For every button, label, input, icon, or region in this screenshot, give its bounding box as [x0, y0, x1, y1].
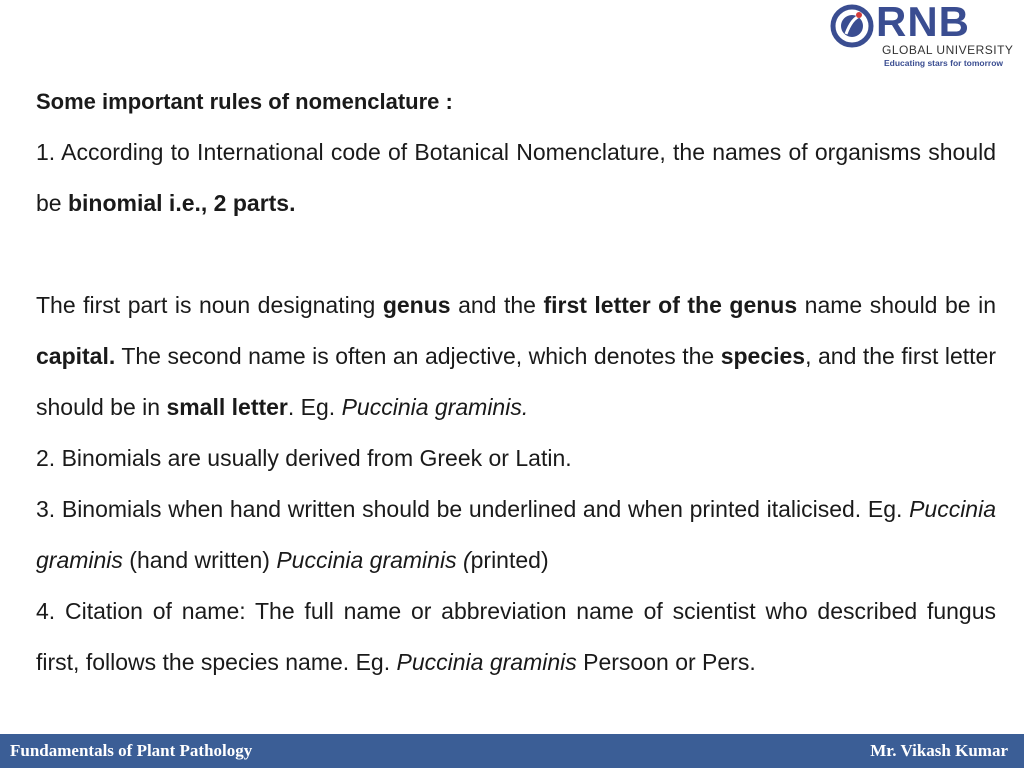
- para2-text-i: , and the first letter should be in: [36, 343, 996, 420]
- footer-author: Mr. Vikash Kumar: [870, 741, 1008, 760]
- para2-example: Puccinia graminis.: [341, 394, 529, 420]
- rule-4: [36, 586, 996, 688]
- para2-first-letter: first letter of the genus: [543, 292, 798, 318]
- rule-3: [36, 484, 996, 586]
- footer-bar: [0, 734, 1024, 768]
- logo-name: RNB: [876, 0, 970, 45]
- rule-1-text: 1. According to International code of Botanical Nomenclature, the names of organisms should be: [36, 139, 996, 216]
- rule-3-example-2: Puccinia graminis (: [276, 547, 471, 573]
- logo-subtitle: GLOBAL UNIVERSITY: [882, 43, 1014, 57]
- para2-text-k: . Eg.: [287, 394, 342, 420]
- rule-4-text: 4. Citation of name: The full name or abbreviation name of scientist who described fungus first, follows the species name. Eg.: [36, 598, 996, 675]
- para2-capital: capital.: [36, 343, 116, 369]
- para2-text-c: and the: [450, 292, 544, 318]
- para2-text-a: The first part is noun designating: [36, 292, 383, 318]
- para2-text-e: name should be in: [797, 292, 996, 318]
- rule-3-text-c: (hand written): [122, 547, 277, 573]
- logo-tagline: Educating stars for tomorrow: [884, 58, 1004, 68]
- genus-species-paragraph: [36, 280, 996, 433]
- university-logo: [830, 2, 1020, 68]
- footer-course-title: Fundamentals of Plant Pathology: [10, 741, 253, 760]
- slide-content: [36, 76, 996, 688]
- rule-3-example-1: Puccinia graminis: [36, 496, 996, 573]
- para2-text-g: The second name is often an adjective, which denotes the: [115, 343, 721, 369]
- rule-1-bold: binomial i.e., 2 parts.: [67, 190, 296, 216]
- para2-species: species: [720, 343, 806, 369]
- rnb-emblem-icon: [830, 4, 874, 48]
- rule-2: 2. Binomials are usually derived from Greek or Latin.: [36, 445, 572, 471]
- rule-1: [36, 127, 996, 229]
- paragraph-spacer: [36, 229, 996, 280]
- rule-4-example: Puccinia graminis: [396, 649, 577, 675]
- rule-3-text-e: printed): [470, 547, 549, 573]
- slide-title: Some important rules of nomenclature :: [36, 89, 453, 114]
- para2-small-letter: small letter: [166, 394, 288, 420]
- rule-3-text: 3. Binomials when hand written should be underlined and when printed italicised. Eg.: [36, 496, 910, 522]
- para2-genus: genus: [382, 292, 451, 318]
- rule-4-text-c: Persoon or Pers.: [576, 649, 756, 675]
